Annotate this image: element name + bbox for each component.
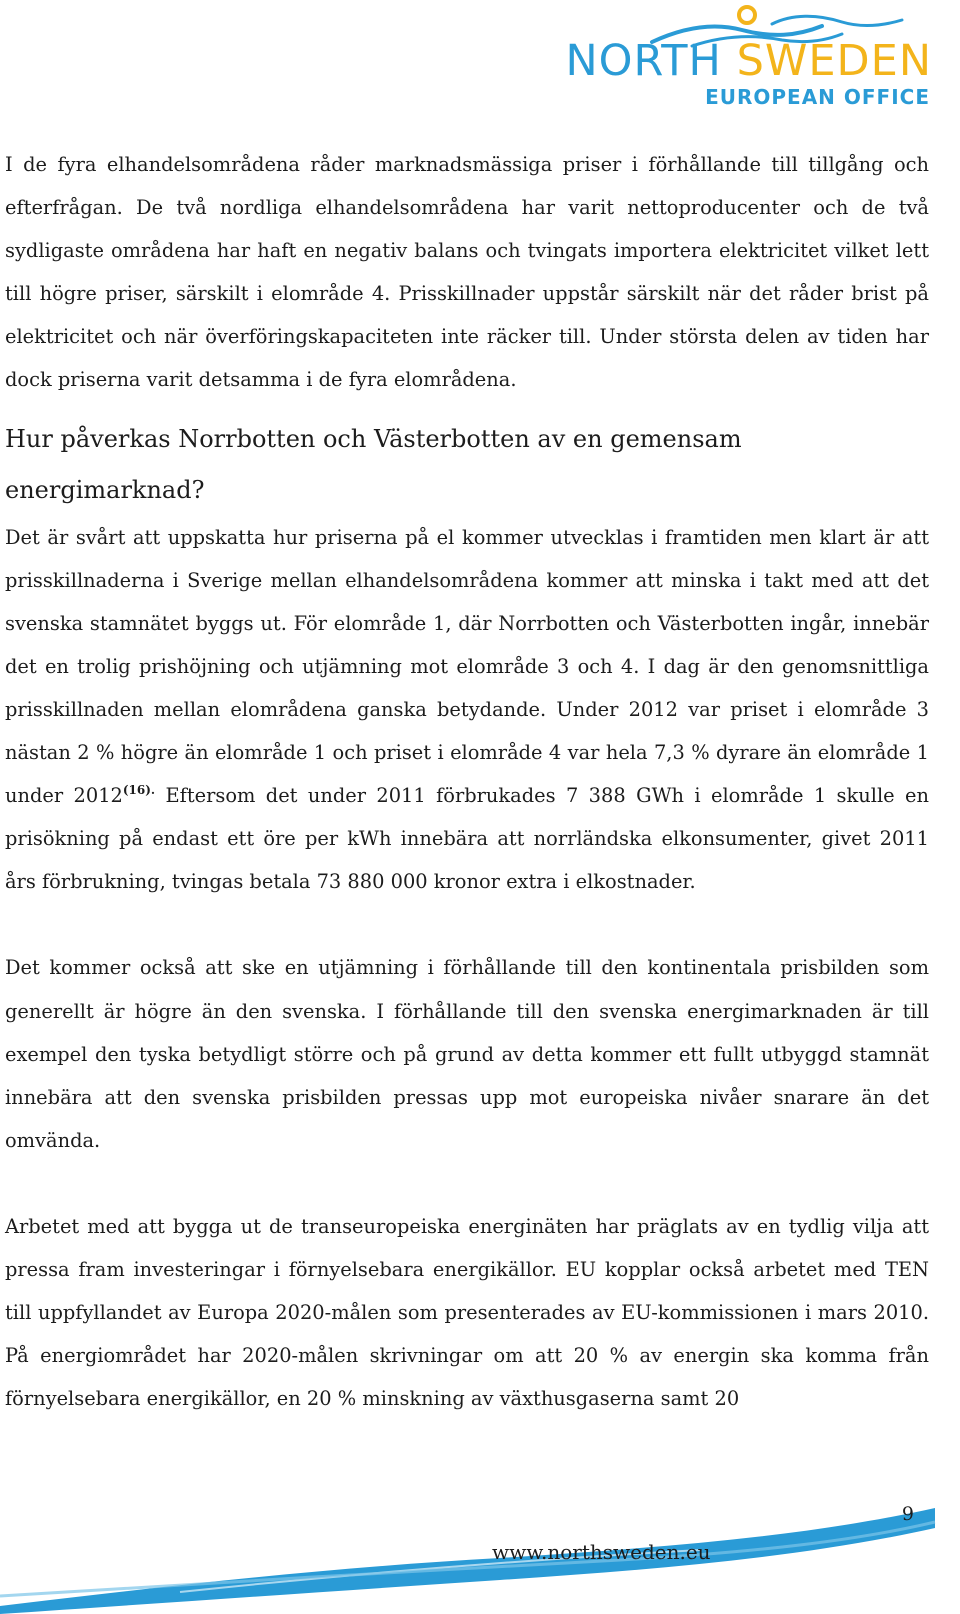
paragraph-4: Arbetet med att bygga ut de transeuropeiska energinäten har präglats av en tydlig vilja att pressa fram investeringar i förnyelsebara energikällor. EU kopplar också arbetet med TEN till uppfyllandet av Europa 2020-målen som presenterades av EU-kommissionen i mars 2010. På energiområdet har 2020-målen skrivningar om att 20 % av energin ska komma från förnyelsebara energikällor, en 20 % minskning av växthusgaserna samt 20 bbox=[5, 1214, 929, 1411]
paragraph-3: Det kommer också att ske en utjämning i förhållande till den kontinentala prisbilden som generellt är högre än den svenska. I förhållande till den svenska energimarknaden är till exempel den tyska betydligt större och på grund av detta kommer ett fullt utbyggd stamnät innebära att den svenska prisbilden pressas upp mot europeiska nivåer snarare än det omvända. bbox=[5, 956, 929, 1152]
document-body bbox=[5, 143, 929, 1420]
paragraph-2-text-before-ref: Det är svårt att uppskatta hur priserna på el kommer utvecklas i framtiden men klart är att prisskillnaderna i Sverige mellan elhandelsområdena kommer att minska i takt med att det svenska stamnätet byggs ut. För elområde 1, där Norrbotten och Västerbotten ingår, innebär det en trolig prishöjning och utjämning mot elområde 3 och 4. I dag är den genomsnittliga prisskillnaden mellan elområdena ganska betydande. Under 2012 var priset i elområde 3 nästan 2 % högre än elområde 1 och priset i elområde 4 var hela 7,3 % dyrare än elområde 1 under 2012 bbox=[5, 525, 929, 808]
logo-word-north: NORTH bbox=[565, 36, 722, 86]
section-heading: Hur påverkas Norrbotten och Västerbotten av en gemensam energimarknad? bbox=[5, 424, 742, 504]
logo-word-sweden: SWEDEN bbox=[736, 36, 932, 86]
footnote-reference: (16). bbox=[122, 783, 156, 798]
footer-website-link[interactable]: www.northsweden.eu bbox=[492, 1540, 711, 1564]
logo-subtitle: EUROPEAN OFFICE bbox=[705, 85, 930, 109]
logo-title bbox=[542, 38, 932, 84]
footer-wave-graphic bbox=[0, 1488, 960, 1614]
paragraph-2-text-after-ref: Eftersom det under 2011 förbrukades 7 388 GWh i elområde 1 skulle en prisökning på endast ett öre per kWh innebära att norrländska elkonsumenter, givet 2011 års förbrukning, tvingas betala 73 880 000 kronor extra i elkostnader. bbox=[5, 784, 929, 894]
paragraph-2 bbox=[5, 516, 929, 904]
paragraph-1: I de fyra elhandelsområdena råder marknadsmässiga priser i förhållande till tillgång och efterfrågan. De två nordliga elhandelsområdena har varit nettoproducenter och de två sydligaste områdena har haft en negativ balans och tvingats importera elektricitet vilket lett till högre priser, särskilt i elområde 4. Prisskillnader uppstår särskilt när det råder brist på elektricitet och när överföringskapaciteten inte räcker till. Under största delen av tiden har dock priserna varit detsamma i de fyra elområdena. bbox=[5, 153, 929, 392]
page-number: 9 bbox=[901, 1503, 914, 1525]
north-sweden-logo bbox=[542, 0, 932, 110]
